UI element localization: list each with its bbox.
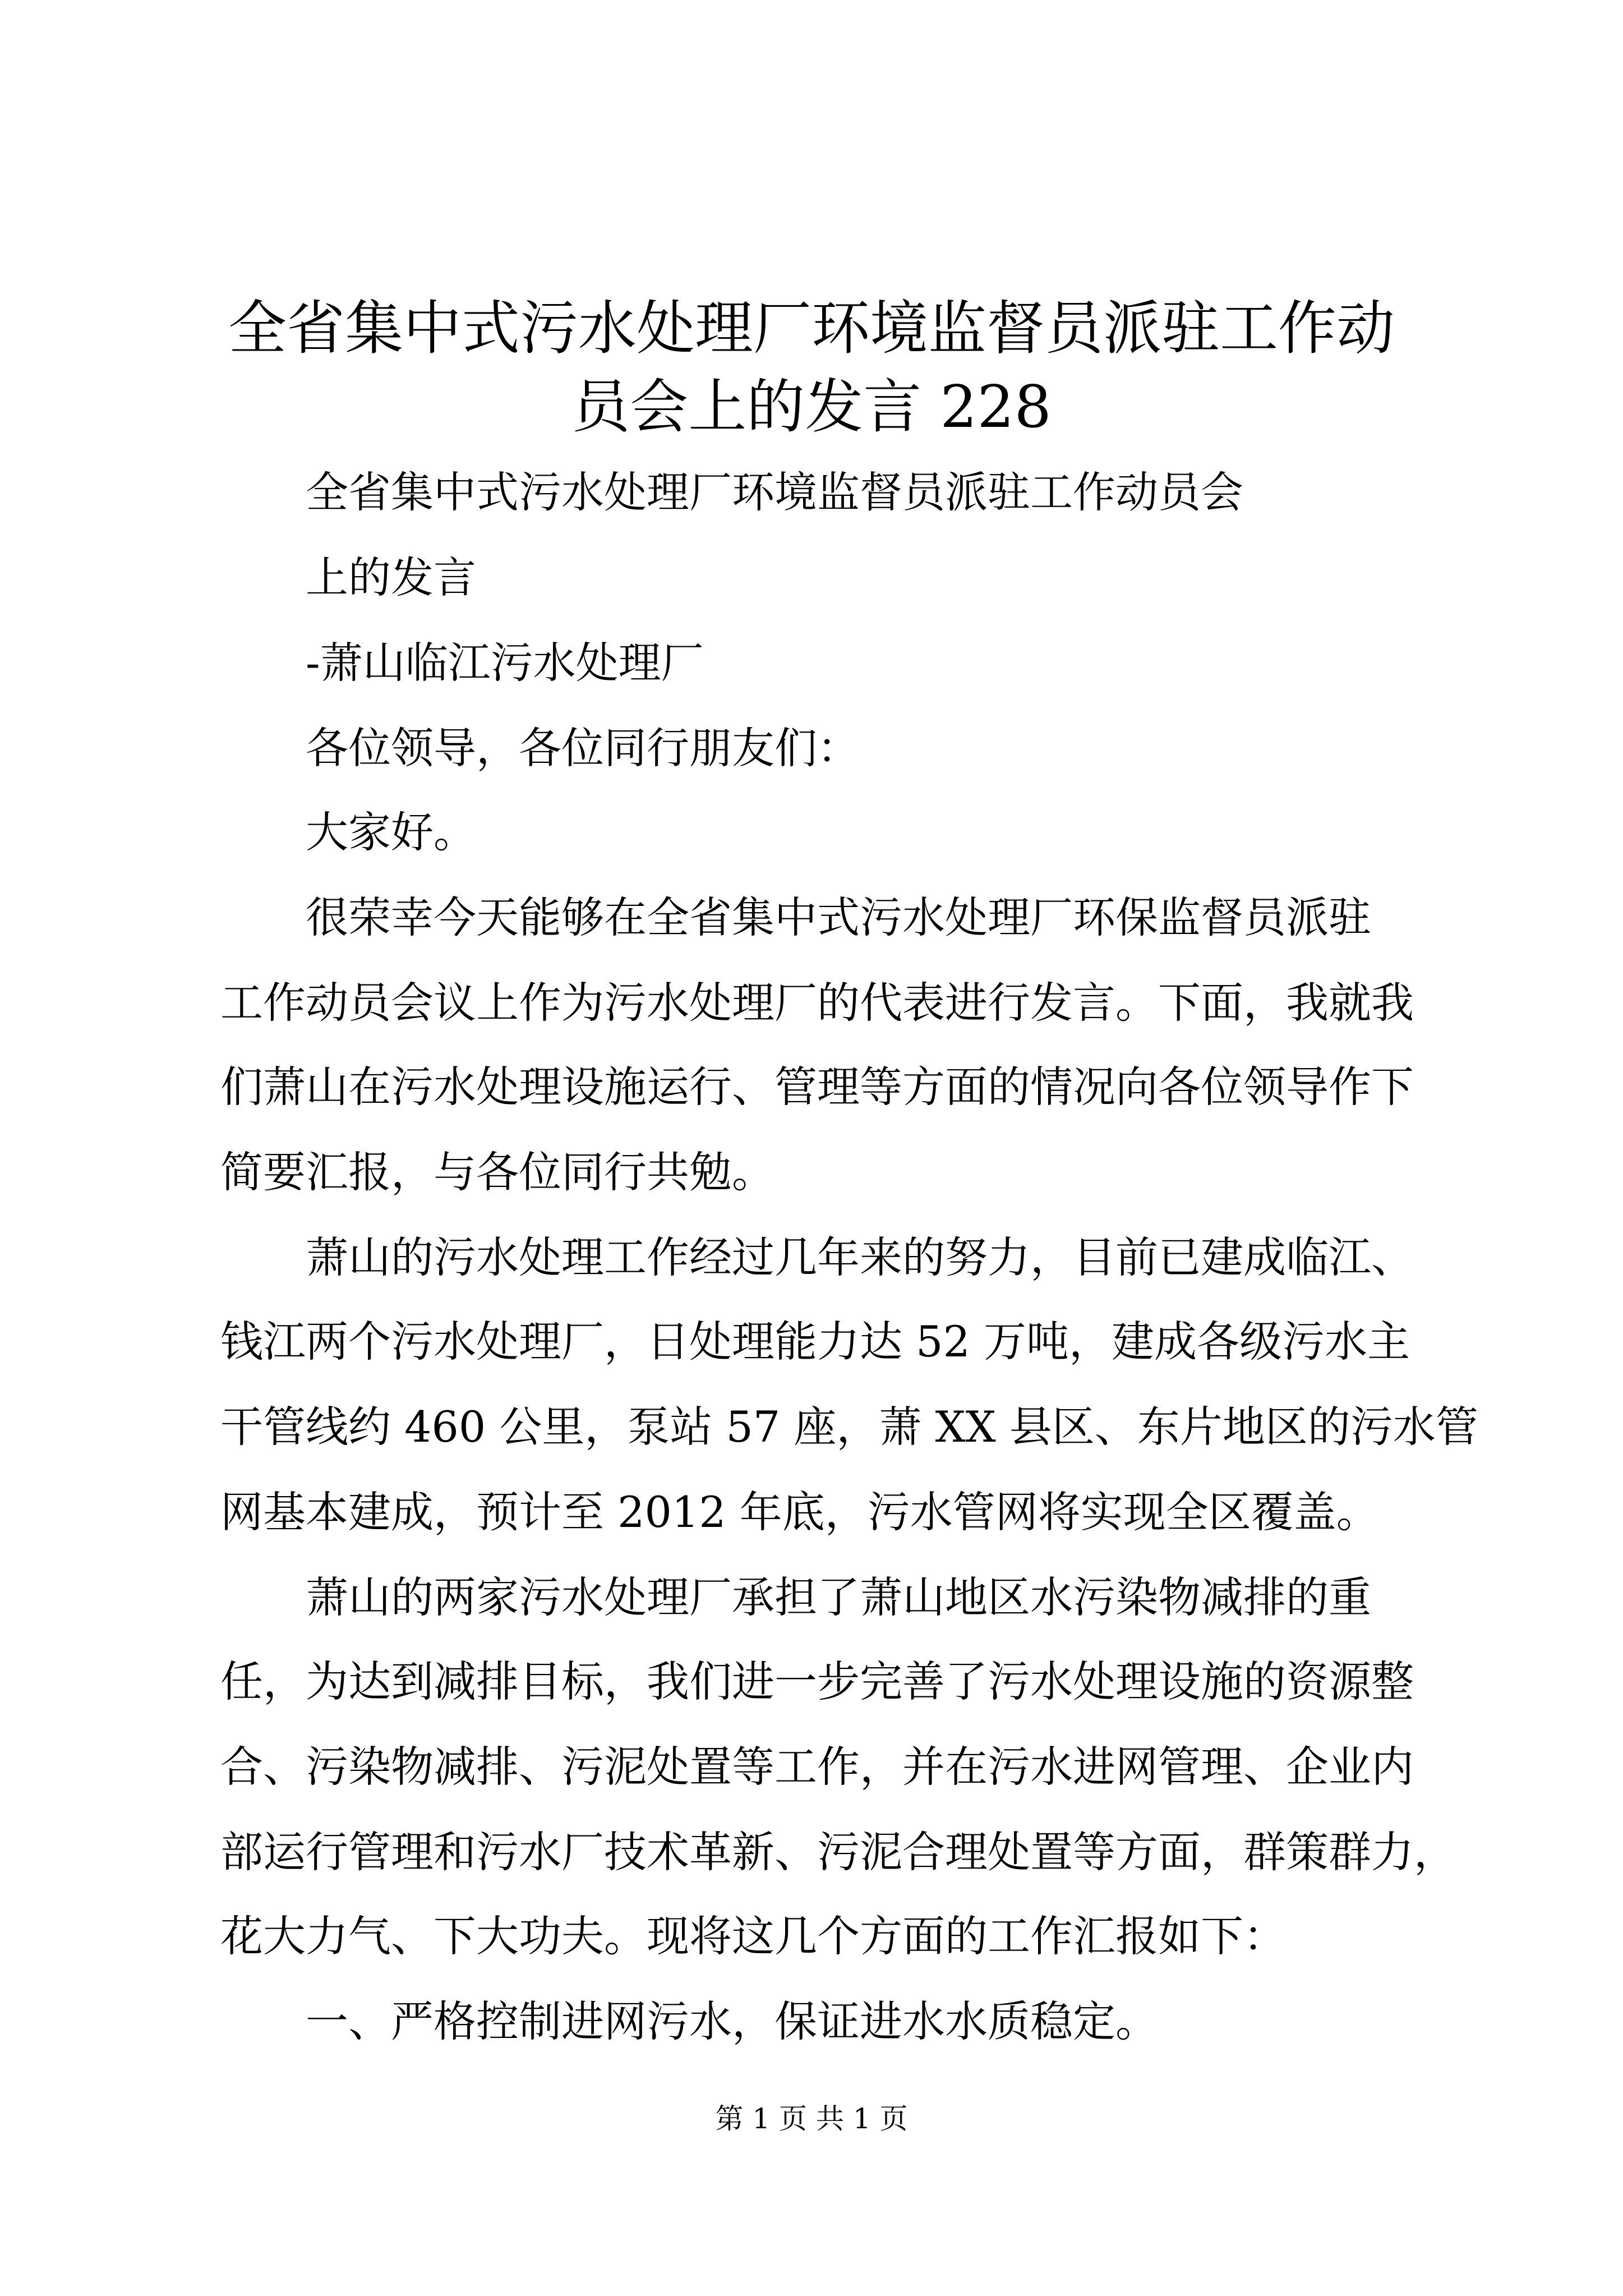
section-heading: 一、严格控制进网污水，保证进水水质稳定。	[306, 1996, 1158, 2046]
paragraph-1-line-2: 工作动员会议上作为污水处理厂的代表进行发言。下面，我就我	[220, 978, 1414, 1028]
paragraph-3-line-3: 合、污染物减排、污泥处置等工作，并在污水进网管理、企业内	[220, 1742, 1414, 1792]
paragraph-2-line-2: 钱江两个污水处理厂，日处理能力达 52 万吨，建成各级污水主	[220, 1317, 1410, 1366]
paragraph-3-line-2: 任，为达到减排目标，我们进一步完善了污水处理设施的资源整	[220, 1657, 1414, 1706]
author-line: -萧山临江污水处理厂	[306, 638, 704, 688]
paragraph-1-line-4: 简要汇报，与各位同行共勉。	[220, 1147, 774, 1197]
paragraph-2-line-1: 萧山的污水处理工作经过几年来的努力，目前已建成临江、	[306, 1232, 1414, 1282]
page-footer: 第 1 页 共 1 页	[715, 2102, 908, 2135]
document-title-line-1: 全省集中式污水处理厂环境监督员派驻工作动	[228, 294, 1395, 362]
salutation-line: 各位领导，各位同行朋友们：	[306, 723, 860, 773]
subtitle-line-1: 全省集中式污水处理厂环境监督员派驻工作动员会	[306, 467, 1243, 517]
subtitle-line-2: 上的发言	[306, 553, 476, 602]
paragraph-2-line-3: 干管线约 460 公里，泵站 57 座，萧 XX 县区、东片地区的污水管	[220, 1402, 1478, 1452]
paragraph-3-line-1: 萧山的两家污水处理厂承担了萧山地区水污染物减排的重	[306, 1572, 1371, 1622]
paragraph-3-line-5: 花大力气、下大功夫。现将这几个方面的工作汇报如下：	[220, 1911, 1286, 1961]
greeting-line: 大家好。	[306, 807, 476, 857]
paragraph-1-line-3: 们萧山在污水处理设施运行、管理等方面的情况向各位领导作下	[220, 1062, 1414, 1112]
paragraph-3-line-4: 部运行管理和污水厂技术革新、污泥合理处置等方面，群策群力，	[220, 1827, 1456, 1877]
paragraph-1-line-1: 很荣幸今天能够在全省集中式污水处理厂环保监督员派驻	[306, 892, 1371, 942]
document-title-line-2: 员会上的发言 228	[571, 372, 1052, 441]
paragraph-2-line-4: 网基本建成，预计至 2012 年底，污水管网将实现全区覆盖。	[220, 1487, 1379, 1537]
